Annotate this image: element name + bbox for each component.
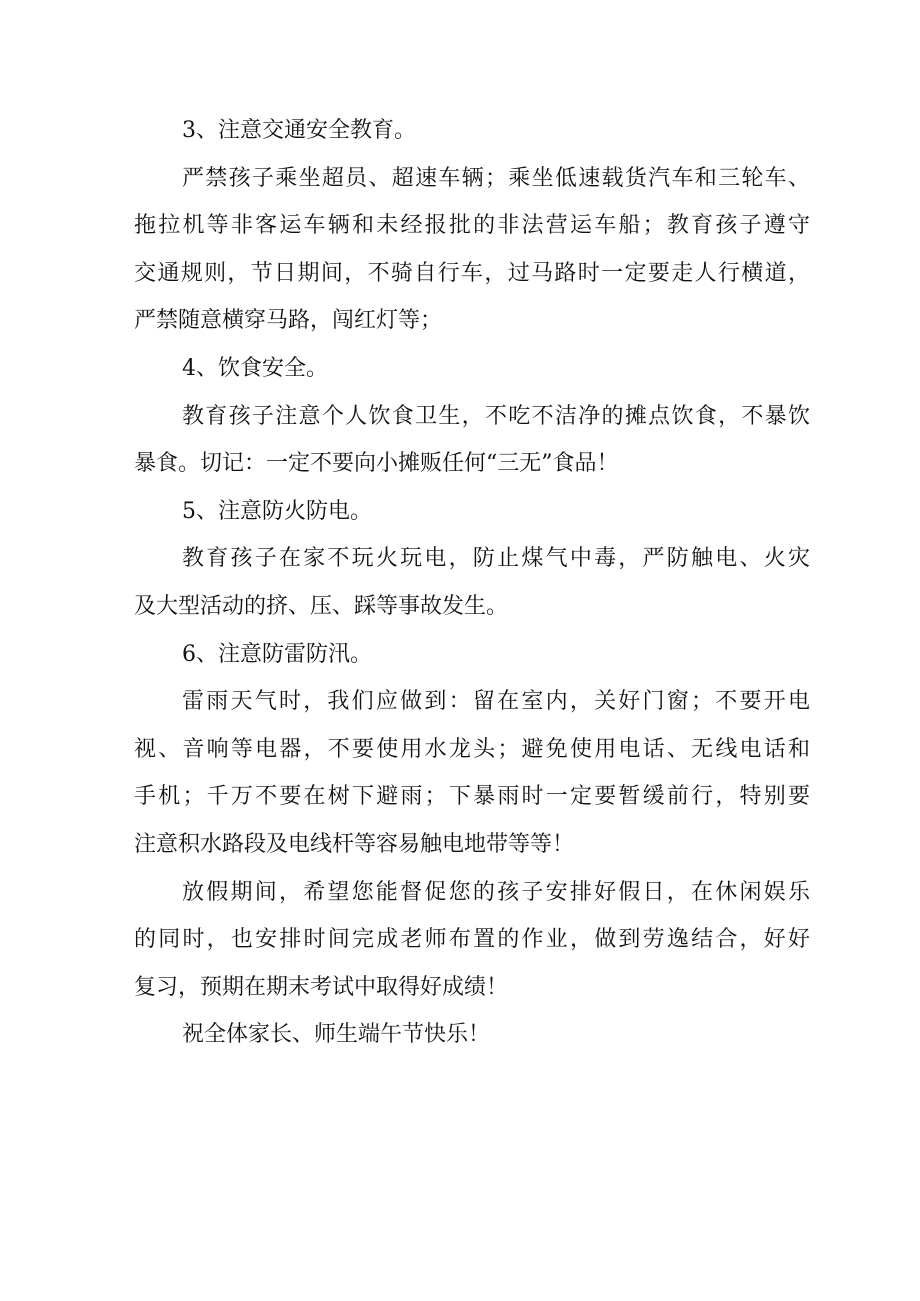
document-body bbox=[134, 107, 810, 1059]
paragraph-line: 及大型活动的挤、压、踩等事故发生。 bbox=[134, 593, 509, 619]
paragraph-line: 的同时，也安排时间完成老师布置的作业，做到劳逸结合，好好 bbox=[134, 927, 810, 953]
paragraph-line: 教育孩子在家不玩火玩电，防止煤气中毒，严防触电、火灾 bbox=[182, 546, 810, 572]
section-heading-food: 4、饮食安全。 bbox=[182, 355, 328, 381]
section-heading-fire: 5、注意防火防电。 bbox=[182, 498, 372, 524]
paragraph-line: 拖拉机等非客运车辆和未经报批的非法营运车船；教育孩子遵守 bbox=[134, 213, 810, 239]
paragraph-line: 注意积水路段及电线杆等容易触电地带等等！ bbox=[134, 831, 575, 857]
paragraph-line: 手机；千万不要在树下避雨；下暴雨时一定要暂缓前行，特别要 bbox=[134, 784, 810, 810]
section-heading-thunder: 6、注意防雷防汛。 bbox=[182, 641, 372, 667]
paragraph-line: 交通规则，节日期间，不骑自行车，过马路时一定要走人行横道， bbox=[134, 260, 810, 286]
closing-greeting: 祝全体家长、师生端午节快乐！ bbox=[182, 1022, 491, 1048]
section-heading-traffic: 3、注意交通安全教育。 bbox=[182, 118, 416, 143]
paragraph-line: 教育孩子注意个人饮食卫生，不吃不洁净的摊点饮食，不暴饮 bbox=[182, 403, 810, 429]
paragraph-line: 严禁孩子乘坐超员、超速车辆；乘坐低速载货汽车和三轮车、 bbox=[182, 165, 810, 191]
paragraph-line: 视、音响等电器，不要使用水龙头；避免使用电话、无线电话和 bbox=[134, 736, 810, 762]
paragraph-line: 复习，预期在期末考试中取得好成绩！ bbox=[134, 974, 509, 1000]
paragraph-line: 暴食。切记：一定不要向小摊贩任何“三无”食品！ bbox=[134, 451, 619, 477]
paragraph-line: 严禁随意横穿马路，闯红灯等； bbox=[134, 308, 443, 334]
paragraph-line: 放假期间，希望您能督促您的孩子安排好假日，在休闲娱乐 bbox=[182, 879, 810, 905]
paragraph-line: 雷雨天气时，我们应做到：留在室内，关好门窗；不要开电 bbox=[182, 689, 810, 715]
